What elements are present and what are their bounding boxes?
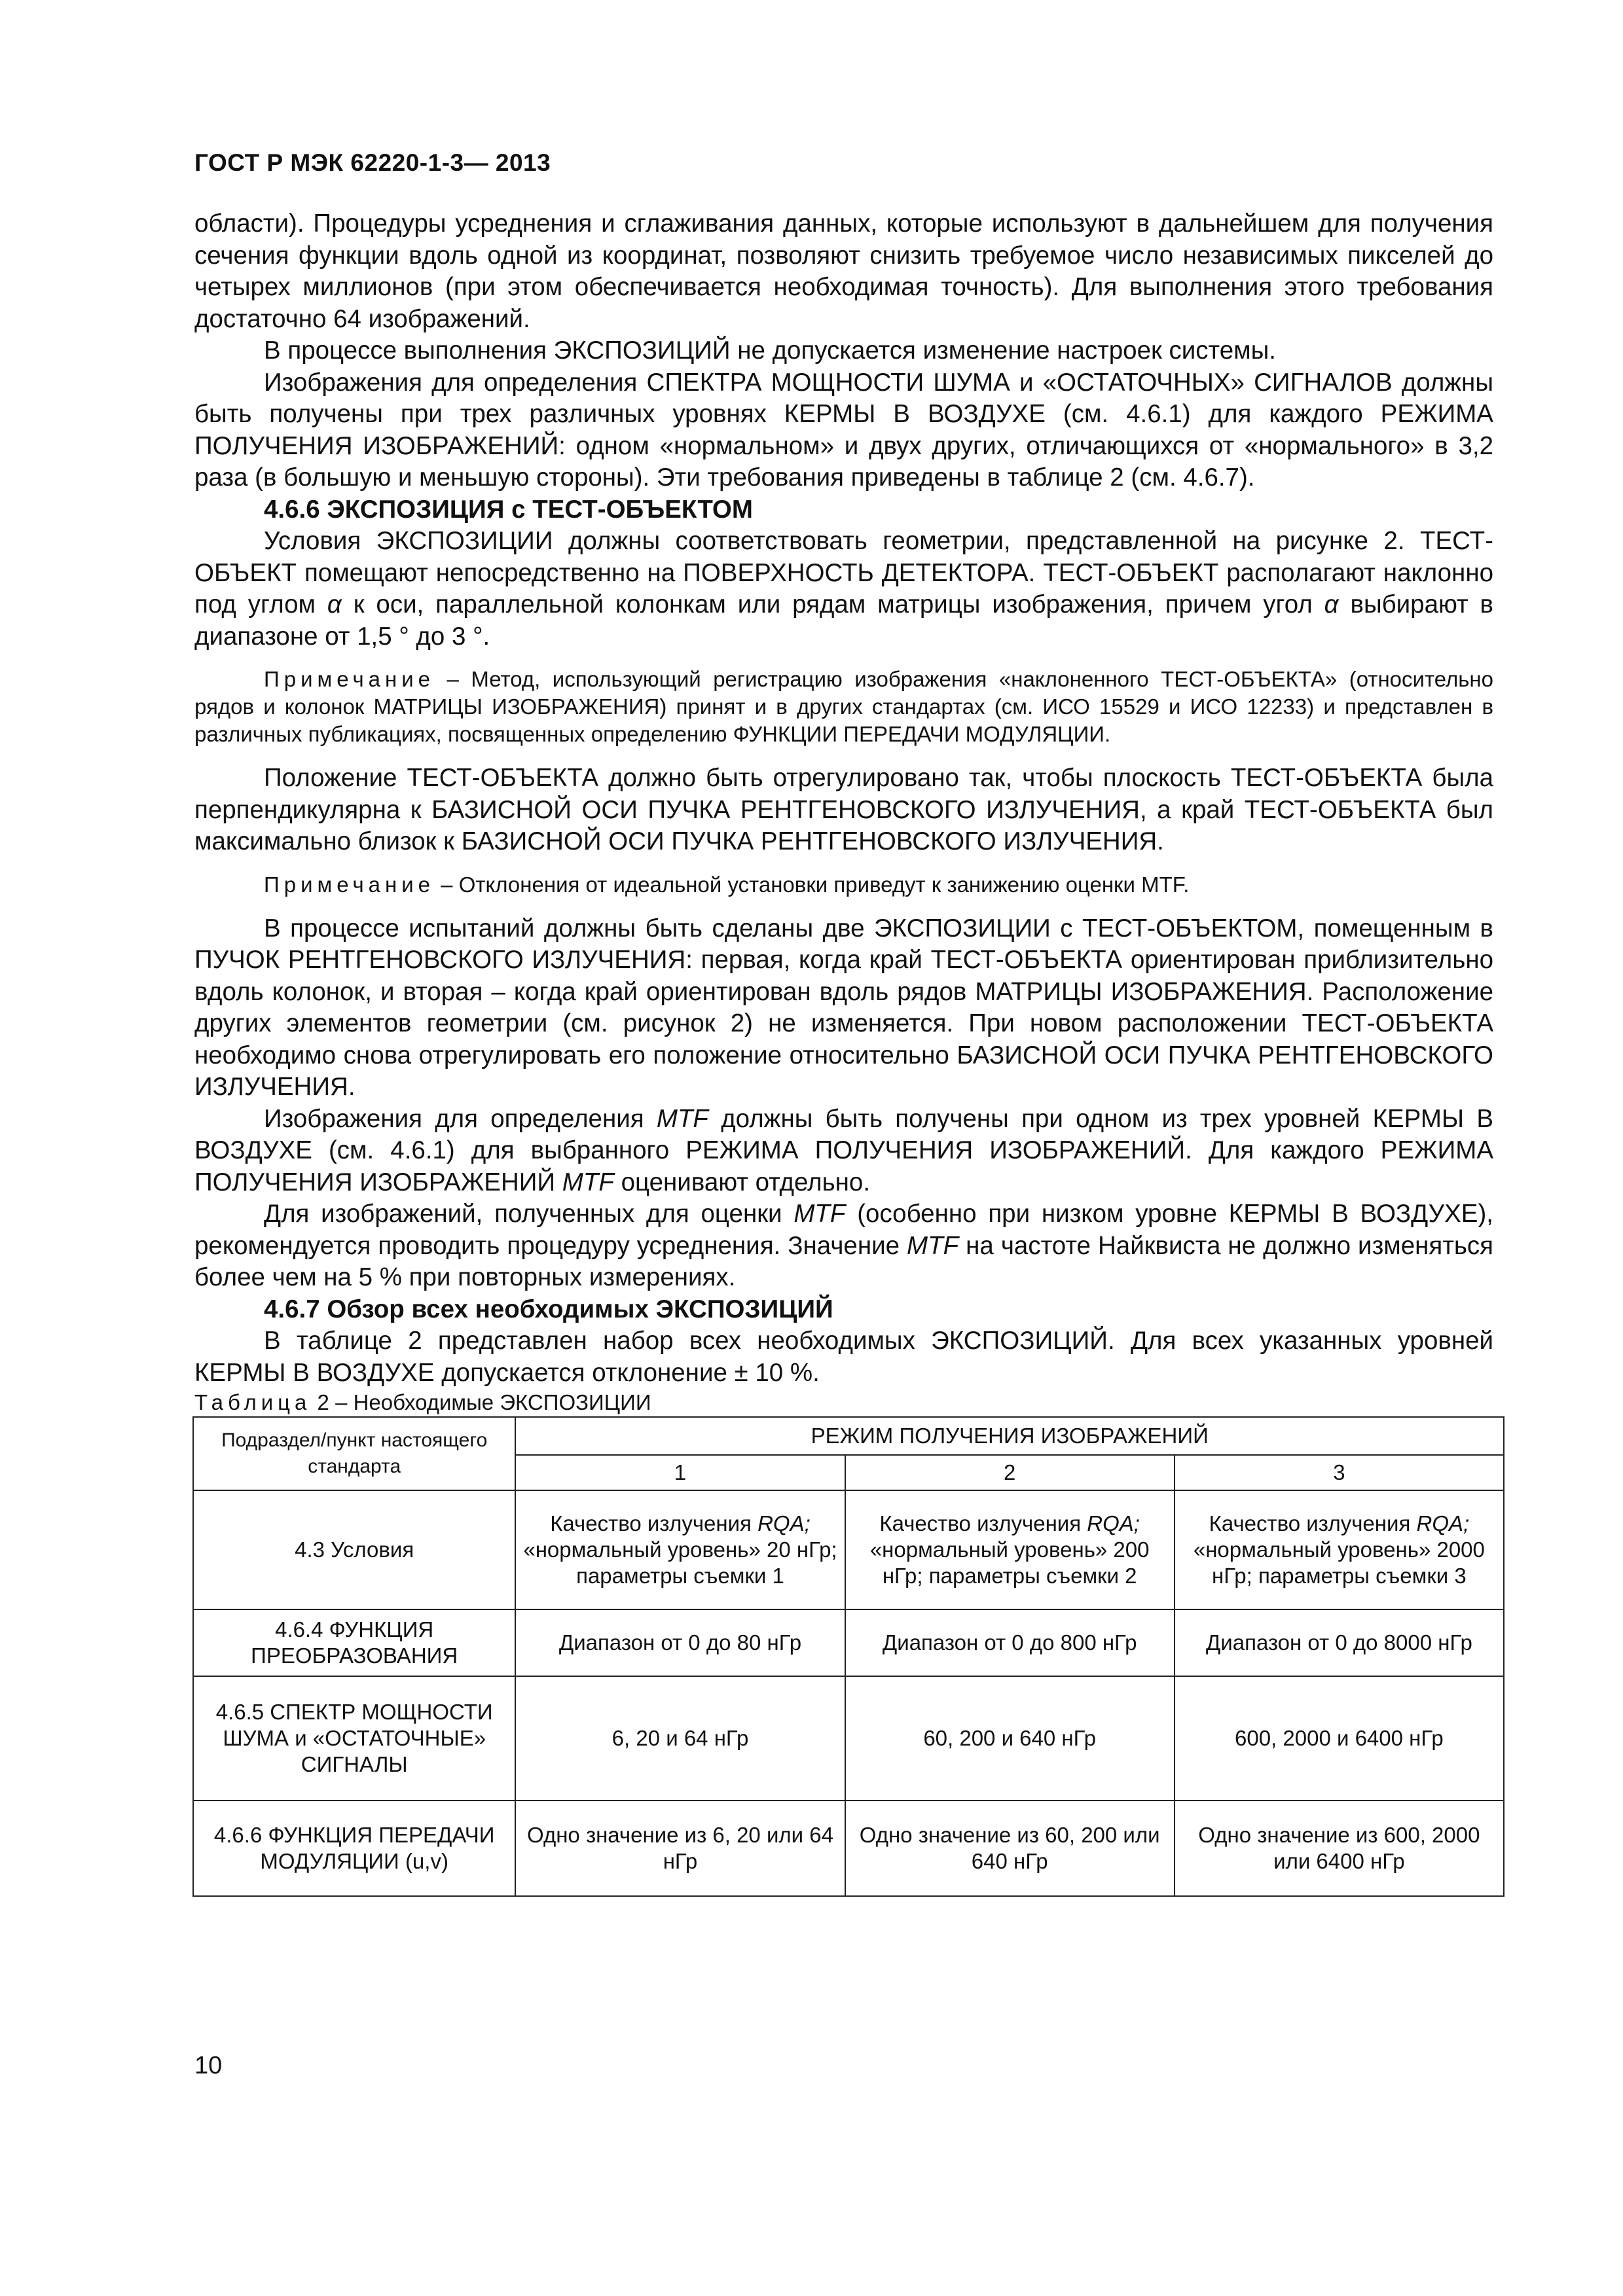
- header-cell-mode: РЕЖИМ ПОЛУЧЕНИЯ ИЗОБРАЖЕНИЙ: [515, 1417, 1504, 1455]
- rqa-term: RQA;: [757, 1511, 811, 1535]
- section-heading-4-6-7: 4.6.7 Обзор всех необходимых ЭКСПОЗИЦИЙ: [264, 1295, 833, 1323]
- mtf-term: MTF: [562, 1168, 614, 1196]
- table-cell: [515, 1490, 845, 1609]
- table-cell: 600, 2000 и 6400 нГр: [1175, 1676, 1504, 1801]
- page-header: ГОСТ Р МЭК 62220-1-3— 2013: [194, 149, 551, 176]
- paragraph: Положение ТЕСТ-ОБЪЕКТА должно быть отрегулировано так, чтобы плоскость ТЕСТ-ОБЪЕКТА была перпендикулярна к БАЗИСНОЙ ОСИ ПУЧКА РЕНТГЕНОВСКОГО ИЗЛУЧЕНИЯ, а край ТЕСТ-ОБЪЕКТА был максимально близок к БАЗИСНОЙ ОСИ ПУЧКА РЕНТГЕНОВСКОГО ИЗЛУЧЕНИЯ.: [194, 764, 1493, 855]
- table-cell: Одно значение из 6, 20 или 64 нГр: [515, 1801, 845, 1896]
- table-cell: [1175, 1490, 1504, 1609]
- page-number: 10: [194, 2052, 223, 2079]
- table-row: [193, 1801, 1504, 1896]
- caption-text: 2 – Необходимые ЭКСПОЗИЦИИ: [311, 1390, 651, 1414]
- row-label: 4.3 Условия: [193, 1490, 515, 1609]
- row-label: 4.6.4 ФУНКЦИЯ ПРЕОБРАЗОВАНИЯ: [193, 1609, 515, 1676]
- header-cell-mode-3: 3: [1175, 1455, 1504, 1490]
- paragraph: В процессе испытаний должны быть сделаны две ЭКСПОЗИЦИИ с ТЕСТ-ОБЪЕКТОМ, помещенным в ПУЧОК РЕНТГЕНОВСКОГО ИЗЛУЧЕНИЯ: первая, когда край ТЕСТ-ОБЪЕКТА ориентирован приблизительно вдоль колонок, и вторая – когда край ориентирован вдоль рядов МАТРИЦЫ ИЗОБРАЖЕНИЯ. Расположение других элементов геометрии (см. рисунок 2) не изменяется. При новом расположении ТЕСТ-ОБЪЕКТА необходимо снова отрегулировать его положение относительно БАЗИСНОЙ ОСИ ПУЧКА РЕНТГЕНОВСКОГО ИЗЛУЧЕНИЯ.: [194, 914, 1493, 1101]
- text-run: к оси, параллельной колонкам или рядам матрицы изображения, причем угол: [341, 590, 1324, 619]
- table-cell: Одно значение из 60, 200 или 640 нГр: [845, 1801, 1175, 1896]
- rqa-term: RQA;: [1416, 1511, 1470, 1535]
- header-cell-section: Подраздел/пункт настоящего стандарта: [193, 1417, 515, 1490]
- document-body: [194, 208, 1493, 1897]
- mtf-term: MTF: [793, 1200, 846, 1228]
- text-run: Условия ЭКСПОЗИЦИИ должны соответствовать геометрии, представленной на рисунке 2. ТЕСТ-ОБЪЕКТ помещают непосредственно на ПОВЕРХНОСТЬ ДЕТЕКТОРА. ТЕСТ-ОБЪЕКТ располагают наклонно под углом: [194, 527, 1493, 619]
- note-text: – Метод, использующий регистрацию изображения «наклоненного ТЕСТ-ОБЪЕКТА» (относительно рядов и колонок МАТРИЦЫ ИЗОБРАЖЕНИЯ) принят и в других стандартах (см. ИСО 15529 и ИСО 12233) и представлен в различных публикациях, посвященных определению ФУНКЦИИ ПЕРЕДАЧИ МОДУЛЯЦИИ.: [194, 667, 1493, 746]
- table-header-row: [193, 1417, 1504, 1455]
- header-cell-mode-1: 1: [515, 1455, 845, 1490]
- cell-text: Качество излучения: [1209, 1511, 1417, 1535]
- section-heading-4-6-6: 4.6.6 ЭКСПОЗИЦИЯ с ТЕСТ-ОБЪЕКТОМ: [264, 495, 753, 524]
- mtf-term: MTF: [907, 1231, 959, 1260]
- table-row: [193, 1609, 1504, 1676]
- mtf-term: MTF: [656, 1104, 708, 1133]
- cell-text: «нормальный уровень» 2000 нГр; параметры съемки 3: [1193, 1537, 1485, 1588]
- alpha-symbol: α: [1324, 590, 1339, 619]
- note-label: Примечание: [264, 667, 435, 691]
- paragraph: [194, 1198, 1493, 1294]
- note-text: – Отклонения от идеальной установки приведут к занижению оценки MTF.: [435, 872, 1190, 897]
- row-label: 4.6.6 ФУНКЦИЯ ПЕРЕДАЧИ МОДУЛЯЦИИ (u,v): [193, 1801, 515, 1896]
- text-run: Изображения для определения: [264, 1104, 657, 1133]
- paragraph: области). Процедуры усреднения и сглаживания данных, которые используют в дальнейшем для получения сечения функции вдоль одной из координат, позволяют снизить требуемое число независимых пикселей до четырех миллионов (при этом обеспечивается необходимая точность). Для выполнения этого требования достаточно 64 изображений.: [194, 209, 1493, 333]
- header-cell-mode-2: 2: [845, 1455, 1175, 1490]
- text-run: Для изображений, полученных для оценки: [264, 1200, 794, 1228]
- text-run: оценивают отдельно.: [613, 1168, 871, 1196]
- cell-text: Качество излучения: [550, 1511, 758, 1535]
- alpha-symbol: α: [327, 590, 342, 619]
- table-cell: 60, 200 и 640 нГр: [845, 1676, 1175, 1801]
- paragraph: [194, 526, 1493, 653]
- table-cell: Диапазон от 0 до 800 нГр: [845, 1609, 1175, 1676]
- paragraph: Изображения для определения СПЕКТРА МОЩНОСТИ ШУМА и «ОСТАТОЧНЫХ» СИГНАЛОВ должны быть получены при трех различных уровнях КЕРМЫ В ВОЗДУХЕ (см. 4.6.1) для каждого РЕЖИМА ПОЛУЧЕНИЯ ИЗОБРАЖЕНИЙ: одном «нормальном» и двух других, отличающихся от «нормального» в 3,2 раза (в большую и меньшую стороны). Эти требования приведены в таблице 2 (см. 4.6.7).: [194, 368, 1493, 492]
- paragraph: В процессе выполнения ЭКСПОЗИЦИЙ не допускается изменение настроек системы.: [264, 336, 1276, 365]
- cell-text: «нормальный уровень» 200 нГр; параметры съемки 2: [869, 1537, 1150, 1588]
- table-cell: [845, 1490, 1175, 1609]
- cell-text: «нормальный уровень» 20 нГр; параметры съемки 1: [523, 1537, 837, 1588]
- table-row: [193, 1490, 1504, 1609]
- paragraph: В таблице 2 представлен набор всех необходимых ЭКСПОЗИЦИЙ. Для всех указанных уровней КЕРМЫ В ВОЗДУХЕ допускается отклонение ± 10 %.: [194, 1327, 1493, 1387]
- table-cell: 6, 20 и 64 нГр: [515, 1676, 845, 1801]
- table-row: [193, 1676, 1504, 1801]
- note: [194, 666, 1493, 748]
- row-label: 4.6.5 СПЕКТР МОЩНОСТИ ШУМА и «ОСТАТОЧНЫЕ» СИГНАЛЫ: [193, 1676, 515, 1801]
- note-label: Примечание: [264, 872, 435, 897]
- exposures-table: [192, 1416, 1504, 1897]
- rqa-term: RQA;: [1087, 1511, 1140, 1535]
- table-cell: Диапазон от 0 до 8000 нГр: [1175, 1609, 1504, 1676]
- text-run: на частоте Найквиста не должно изменяться более чем на 5 % при повторных измерениях.: [194, 1231, 1493, 1291]
- table-caption: [194, 1389, 1493, 1416]
- table-cell: Одно значение из 600, 2000 или 6400 нГр: [1175, 1801, 1504, 1896]
- text-run: (особенно при низком уровне КЕРМЫ В ВОЗДУХЕ), рекомендуется проводить процедуру усреднения. Значение: [194, 1200, 1493, 1260]
- note: [194, 871, 1493, 899]
- cell-text: Качество излучения: [879, 1511, 1087, 1535]
- caption-label: Таблица: [194, 1390, 312, 1414]
- table-cell: Диапазон от 0 до 80 нГр: [515, 1609, 845, 1676]
- text-run: выбирают в диапазоне от 1,5 ° до 3 °.: [194, 590, 1493, 651]
- paragraph: [194, 1103, 1493, 1199]
- text-run: должны быть получены при одном из трех уровней КЕРМЫ В ВОЗДУХЕ (см. 4.6.1) для выбранного РЕЖИМА ПОЛУЧЕНИЯ ИЗОБРАЖЕНИЙ. Для каждого РЕЖИМА ПОЛУЧЕНИЯ ИЗОБРАЖЕНИЙ: [194, 1104, 1494, 1196]
